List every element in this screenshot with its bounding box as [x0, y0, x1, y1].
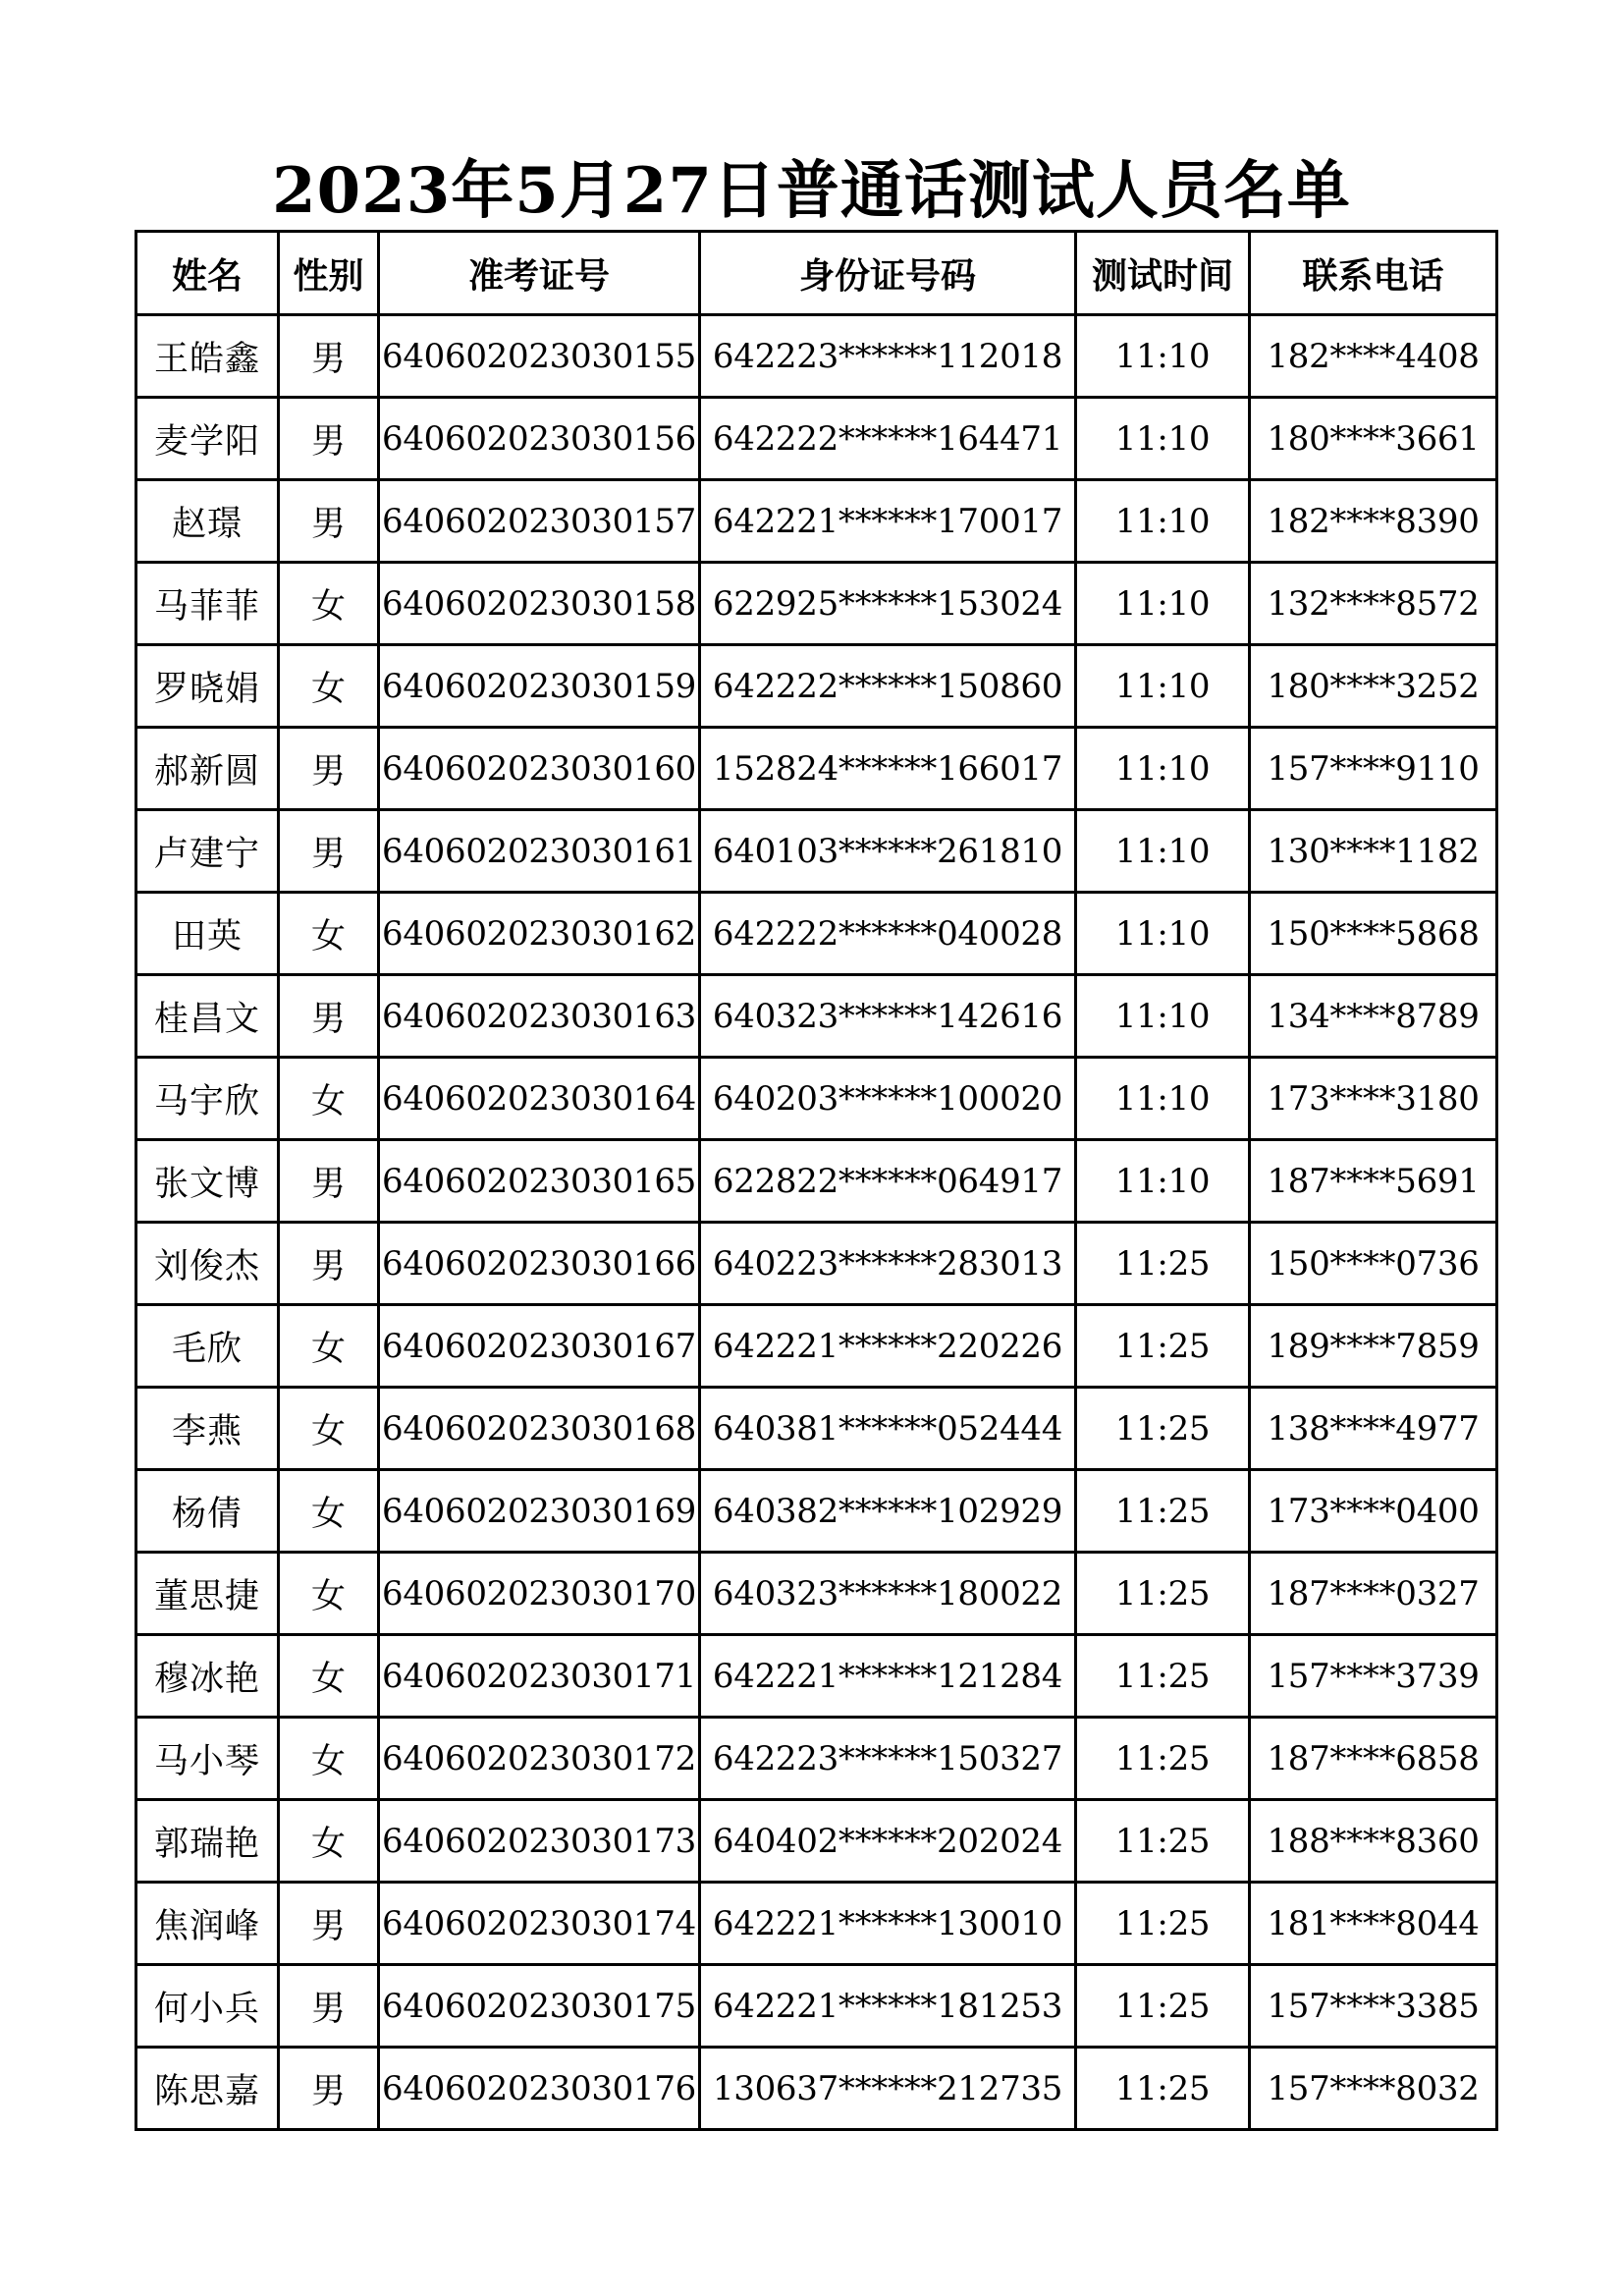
phone-cell: 132****8572	[1250, 563, 1497, 645]
phone-cell: 189****7859	[1250, 1305, 1497, 1388]
test-time-cell: 11:10	[1076, 1140, 1250, 1223]
gender-cell: 男	[279, 1223, 379, 1305]
exam-number-cell: 640602023030175	[379, 1965, 700, 2048]
table-row	[136, 1883, 1497, 1965]
phone-cell: 173****0400	[1250, 1470, 1497, 1553]
exam-number-cell: 640602023030161	[379, 810, 700, 893]
name-cell: 李燕	[136, 1388, 279, 1470]
exam-number-cell: 640602023030170	[379, 1553, 700, 1635]
id-number-cell: 640223******283013	[700, 1223, 1076, 1305]
table-row	[136, 480, 1497, 563]
id-number-cell: 642221******121284	[700, 1635, 1076, 1718]
exam-number-cell: 640602023030163	[379, 975, 700, 1058]
test-time-cell: 11:10	[1076, 645, 1250, 728]
table-row	[136, 1635, 1497, 1718]
id-number-cell: 640402******202024	[700, 1800, 1076, 1883]
id-number-cell: 622925******153024	[700, 563, 1076, 645]
test-time-cell: 11:10	[1076, 893, 1250, 975]
gender-cell: 女	[279, 1388, 379, 1470]
test-time-cell: 11:25	[1076, 1305, 1250, 1388]
table-row	[136, 2048, 1497, 2130]
id-number-cell: 642222******150860	[700, 645, 1076, 728]
id-number-cell: 642223******112018	[700, 315, 1076, 398]
phone-cell: 173****3180	[1250, 1058, 1497, 1140]
name-cell: 董思捷	[136, 1553, 279, 1635]
roster-table	[135, 230, 1498, 2131]
gender-cell: 男	[279, 1140, 379, 1223]
id-number-cell: 642221******220226	[700, 1305, 1076, 1388]
gender-cell: 女	[279, 1800, 379, 1883]
exam-number-cell: 640602023030171	[379, 1635, 700, 1718]
table-row	[136, 1223, 1497, 1305]
gender-cell: 男	[279, 810, 379, 893]
name-cell: 焦润峰	[136, 1883, 279, 1965]
name-cell: 罗晓娟	[136, 645, 279, 728]
name-cell: 马宇欣	[136, 1058, 279, 1140]
name-cell: 郭瑞艳	[136, 1800, 279, 1883]
phone-cell: 180****3252	[1250, 645, 1497, 728]
phone-cell: 188****8360	[1250, 1800, 1497, 1883]
name-cell: 马菲菲	[136, 563, 279, 645]
name-cell: 马小琴	[136, 1718, 279, 1800]
test-time-cell: 11:25	[1076, 1223, 1250, 1305]
test-time-cell: 11:25	[1076, 1635, 1250, 1718]
phone-cell: 187****0327	[1250, 1553, 1497, 1635]
name-cell: 麦学阳	[136, 398, 279, 480]
exam-number-cell: 640602023030168	[379, 1388, 700, 1470]
table-row	[136, 975, 1497, 1058]
id-number-cell: 642221******130010	[700, 1883, 1076, 1965]
table-row	[136, 645, 1497, 728]
header-gender: 性别	[279, 232, 379, 315]
table-row	[136, 810, 1497, 893]
test-time-cell: 11:10	[1076, 975, 1250, 1058]
id-number-cell: 642221******170017	[700, 480, 1076, 563]
exam-number-cell: 640602023030169	[379, 1470, 700, 1553]
id-number-cell: 640381******052444	[700, 1388, 1076, 1470]
table-row	[136, 893, 1497, 975]
id-number-cell: 640382******102929	[700, 1470, 1076, 1553]
phone-cell: 187****6858	[1250, 1718, 1497, 1800]
id-number-cell: 640203******100020	[700, 1058, 1076, 1140]
gender-cell: 女	[279, 1470, 379, 1553]
name-cell: 何小兵	[136, 1965, 279, 2048]
name-cell: 毛欣	[136, 1305, 279, 1388]
test-time-cell: 11:25	[1076, 2048, 1250, 2130]
header-row	[136, 232, 1497, 315]
test-time-cell: 11:10	[1076, 563, 1250, 645]
phone-cell: 157****8032	[1250, 2048, 1497, 2130]
test-time-cell: 11:25	[1076, 1883, 1250, 1965]
gender-cell: 男	[279, 1965, 379, 2048]
test-time-cell: 11:10	[1076, 480, 1250, 563]
gender-cell: 男	[279, 2048, 379, 2130]
gender-cell: 女	[279, 645, 379, 728]
test-time-cell: 11:10	[1076, 810, 1250, 893]
name-cell: 穆冰艳	[136, 1635, 279, 1718]
test-time-cell: 11:25	[1076, 1800, 1250, 1883]
gender-cell: 男	[279, 480, 379, 563]
gender-cell: 女	[279, 563, 379, 645]
test-time-cell: 11:10	[1076, 1058, 1250, 1140]
id-number-cell: 152824******166017	[700, 728, 1076, 810]
id-number-cell: 640103******261810	[700, 810, 1076, 893]
table-row	[136, 1965, 1497, 2048]
exam-number-cell: 640602023030162	[379, 893, 700, 975]
exam-number-cell: 640602023030158	[379, 563, 700, 645]
phone-cell: 150****0736	[1250, 1223, 1497, 1305]
table-row	[136, 315, 1497, 398]
name-cell: 王皓鑫	[136, 315, 279, 398]
test-time-cell: 11:25	[1076, 1965, 1250, 2048]
id-number-cell: 642221******181253	[700, 1965, 1076, 2048]
test-time-cell: 11:10	[1076, 728, 1250, 810]
gender-cell: 女	[279, 1058, 379, 1140]
gender-cell: 男	[279, 975, 379, 1058]
test-time-cell: 11:25	[1076, 1553, 1250, 1635]
gender-cell: 男	[279, 1883, 379, 1965]
exam-number-cell: 640602023030164	[379, 1058, 700, 1140]
header-phone: 联系电话	[1250, 232, 1497, 315]
table-row	[136, 1800, 1497, 1883]
gender-cell: 女	[279, 893, 379, 975]
roster-body	[136, 315, 1497, 2130]
exam-number-cell: 640602023030176	[379, 2048, 700, 2130]
table-row	[136, 1140, 1497, 1223]
header-id-number: 身份证号码	[700, 232, 1076, 315]
id-number-cell: 642222******164471	[700, 398, 1076, 480]
test-time-cell: 11:25	[1076, 1718, 1250, 1800]
gender-cell: 女	[279, 1718, 379, 1800]
name-cell: 刘俊杰	[136, 1223, 279, 1305]
exam-number-cell: 640602023030160	[379, 728, 700, 810]
phone-cell: 182****4408	[1250, 315, 1497, 398]
name-cell: 陈思嘉	[136, 2048, 279, 2130]
phone-cell: 150****5868	[1250, 893, 1497, 975]
id-number-cell: 640323******180022	[700, 1553, 1076, 1635]
test-time-cell: 11:10	[1076, 398, 1250, 480]
phone-cell: 157****3385	[1250, 1965, 1497, 2048]
id-number-cell: 130637******212735	[700, 2048, 1076, 2130]
exam-number-cell: 640602023030156	[379, 398, 700, 480]
id-number-cell: 642223******150327	[700, 1718, 1076, 1800]
table-row	[136, 728, 1497, 810]
phone-cell: 157****3739	[1250, 1635, 1497, 1718]
header-exam-number: 准考证号	[379, 232, 700, 315]
exam-number-cell: 640602023030159	[379, 645, 700, 728]
table-row	[136, 563, 1497, 645]
document-title: 2023年5月27日普通话测试人员名单	[272, 154, 1351, 228]
exam-number-cell: 640602023030155	[379, 315, 700, 398]
phone-cell: 182****8390	[1250, 480, 1497, 563]
exam-number-cell: 640602023030167	[379, 1305, 700, 1388]
gender-cell: 女	[279, 1305, 379, 1388]
table-row	[136, 1718, 1497, 1800]
gender-cell: 女	[279, 1635, 379, 1718]
name-cell: 赵璟	[136, 480, 279, 563]
id-number-cell: 642222******040028	[700, 893, 1076, 975]
name-cell: 桂昌文	[136, 975, 279, 1058]
table-row	[136, 1553, 1497, 1635]
exam-number-cell: 640602023030174	[379, 1883, 700, 1965]
test-time-cell: 11:10	[1076, 315, 1250, 398]
test-time-cell: 11:25	[1076, 1388, 1250, 1470]
phone-cell: 157****9110	[1250, 728, 1497, 810]
gender-cell: 男	[279, 315, 379, 398]
header-test-time: 测试时间	[1076, 232, 1250, 315]
phone-cell: 181****8044	[1250, 1883, 1497, 1965]
table-row	[136, 1058, 1497, 1140]
exam-number-cell: 640602023030165	[379, 1140, 700, 1223]
name-cell: 郝新圆	[136, 728, 279, 810]
name-cell: 田英	[136, 893, 279, 975]
table-row	[136, 398, 1497, 480]
gender-cell: 女	[279, 1553, 379, 1635]
phone-cell: 180****3661	[1250, 398, 1497, 480]
name-cell: 卢建宁	[136, 810, 279, 893]
table-row	[136, 1305, 1497, 1388]
gender-cell: 男	[279, 398, 379, 480]
gender-cell: 男	[279, 728, 379, 810]
exam-number-cell: 640602023030157	[379, 480, 700, 563]
phone-cell: 130****1182	[1250, 810, 1497, 893]
table-row	[136, 1388, 1497, 1470]
id-number-cell: 622822******064917	[700, 1140, 1076, 1223]
phone-cell: 134****8789	[1250, 975, 1497, 1058]
exam-number-cell: 640602023030173	[379, 1800, 700, 1883]
header-name: 姓名	[136, 232, 279, 315]
phone-cell: 187****5691	[1250, 1140, 1497, 1223]
test-time-cell: 11:25	[1076, 1470, 1250, 1553]
id-number-cell: 640323******142616	[700, 975, 1076, 1058]
phone-cell: 138****4977	[1250, 1388, 1497, 1470]
exam-number-cell: 640602023030172	[379, 1718, 700, 1800]
table-row	[136, 1470, 1497, 1553]
name-cell: 张文博	[136, 1140, 279, 1223]
exam-number-cell: 640602023030166	[379, 1223, 700, 1305]
name-cell: 杨倩	[136, 1470, 279, 1553]
